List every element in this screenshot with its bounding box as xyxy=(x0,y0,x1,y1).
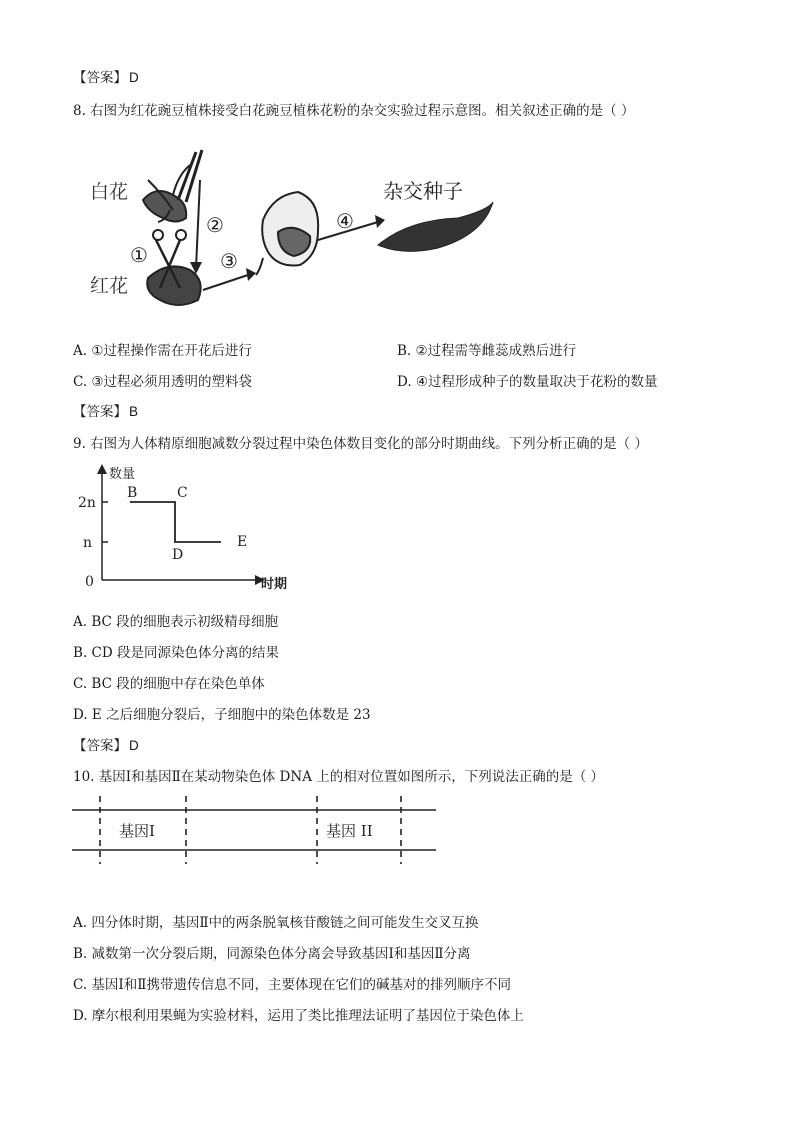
answer-q9 xyxy=(73,734,139,754)
question-9-stem: 9. 右图为人体精原细胞减数分裂过程中染色体数目变化的部分时期曲线。下列分析正确的是（ ） xyxy=(73,436,648,452)
bagged-flower-illustration xyxy=(256,192,318,275)
q8-option-b: B. ②过程需等雌蕊成熟后进行 xyxy=(397,343,577,359)
answer-value: D xyxy=(129,738,139,753)
y-tick-2n: 2n xyxy=(78,495,96,511)
y-axis-label: 数量 xyxy=(109,467,136,482)
q8-option-a: A. ①过程操作需在开花后进行 xyxy=(73,343,252,359)
q8-option-d: D. ④过程形成种子的数量取决于花粉的数量 xyxy=(397,374,658,390)
q9-option-c: C. BC 段的细胞中存在染色单体 xyxy=(73,676,265,692)
chromosome-curve xyxy=(130,502,221,542)
q10-option-a: A. 四分体时期，基因Ⅱ中的两条脱氧核苷酸链之间可能发生交叉互换 xyxy=(73,915,479,931)
gene-position-diagram xyxy=(72,796,438,866)
answer-label: 【答案】 xyxy=(73,738,127,754)
point-label-e: E xyxy=(237,534,248,550)
answer-q7 xyxy=(73,66,139,86)
answer-q8 xyxy=(73,400,138,420)
white-flower-illustration xyxy=(143,150,202,222)
label-hybrid-seed: 杂交种子 xyxy=(383,179,463,203)
point-label-d: D xyxy=(172,547,184,563)
x-axis-label: 时期 xyxy=(261,577,288,592)
gene-1-label: 基因I xyxy=(119,822,155,840)
step-1-label: ① xyxy=(130,243,148,267)
q9-option-a: A. BC 段的细胞表示初级精母细胞 xyxy=(73,614,279,630)
question-10-stem: 10. 基因Ⅰ和基因Ⅱ在某动物染色体 DNA 上的相对位置如图所示，下列说法正确的是（ ） xyxy=(73,769,605,785)
q8-option-c: C. ③过程必须用透明的塑料袋 xyxy=(73,374,253,390)
q10-option-c: C. 基因Ⅰ和Ⅱ携带遗传信息不同，主要体现在它们的碱基对的排列顺序不同 xyxy=(73,977,511,993)
answer-value: D xyxy=(129,70,139,85)
question-8-stem: 8. 右图为红花豌豆植株接受白花豌豆植株花粉的杂交实验过程示意图。相关叙述正确的是（ ） xyxy=(73,103,635,119)
gene-2-label: 基因 II xyxy=(326,822,373,840)
answer-label: 【答案】 xyxy=(73,70,127,86)
point-label-c: C xyxy=(177,485,188,501)
origin-label: 0 xyxy=(85,574,94,590)
step-3-label: ③ xyxy=(220,249,238,273)
label-red-flower: 红花 xyxy=(90,275,129,297)
q9-option-b: B. CD 段是同源染色体分离的结果 xyxy=(73,645,279,661)
q9-option-d: D. E 之后细胞分裂后，子细胞中的染色体数是 23 xyxy=(73,707,371,723)
pea-cross-figure xyxy=(78,140,498,325)
answer-value: B xyxy=(129,404,139,419)
chromosome-count-chart xyxy=(75,462,305,592)
answer-label: 【答案】 xyxy=(73,404,127,420)
seed-pod-illustration xyxy=(378,202,493,251)
q10-option-d: D. 摩尔根利用果蝇为实验材料，运用了类比推理法证明了基因位于染色体上 xyxy=(73,1008,524,1024)
step-2-label: ② xyxy=(206,213,224,237)
red-flower-illustration xyxy=(147,230,200,305)
y-tick-n: n xyxy=(83,535,93,551)
step-4-label: ④ xyxy=(336,209,354,233)
q10-option-b: B. 减数第一次分裂后期，同源染色体分离会导致基因Ⅰ和基因Ⅱ分离 xyxy=(73,946,471,962)
point-label-b: B xyxy=(127,485,138,501)
label-white-flower: 白花 xyxy=(90,181,129,203)
